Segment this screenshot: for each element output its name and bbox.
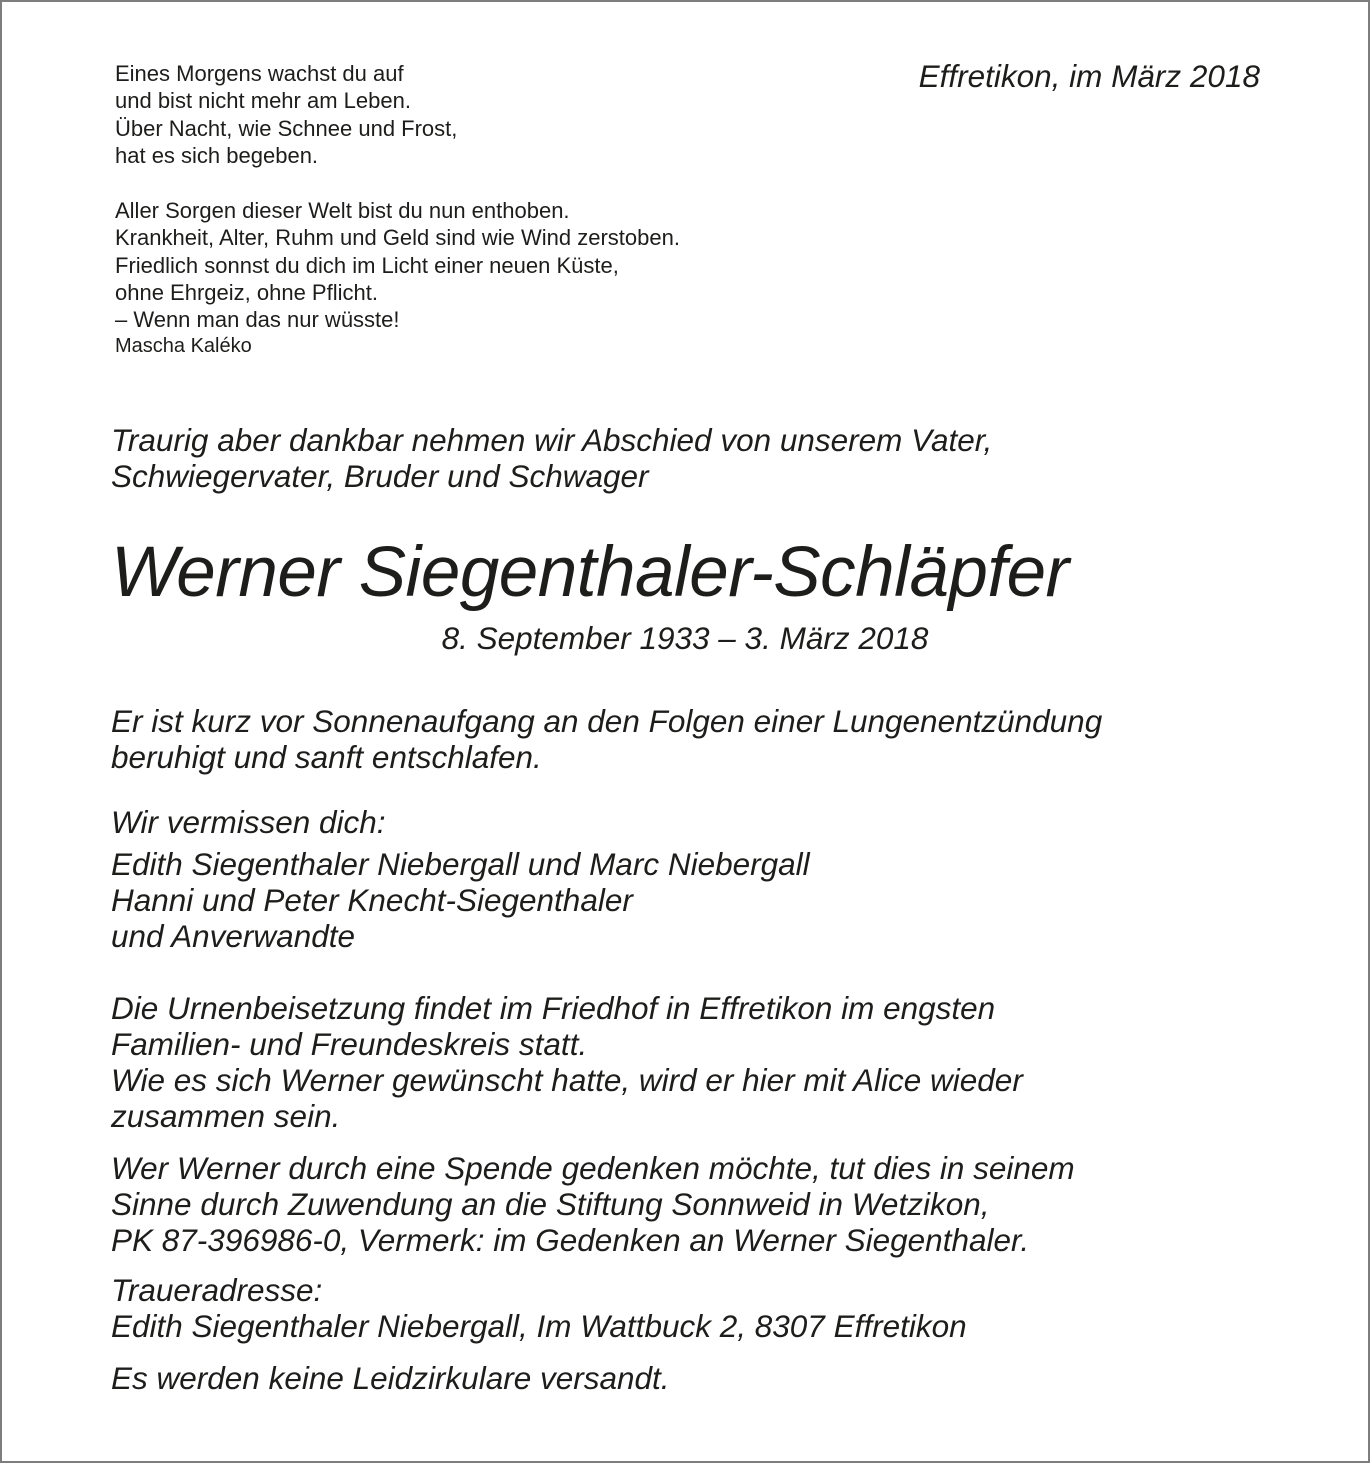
donation-line: PK 87-396986-0, Vermerk: im Gedenken an Werner Siegenthaler. <box>111 1222 1030 1258</box>
poem-line: Krankheit, Alter, Ruhm und Geld sind wie Wind zerstoben. <box>115 225 680 251</box>
poem-line: ohne Ehrgeiz, ohne Pflicht. <box>115 279 378 305</box>
mourners-list <box>111 846 810 954</box>
passing-line: Er ist kurz vor Sonnenaufgang an den Folgen einer Lungenentzündung <box>111 703 1103 739</box>
intro-line: Traurig aber dankbar nehmen wir Abschied von unserem Vater, <box>111 422 993 458</box>
poem-line: Friedlich sonnst du dich im Licht einer neuen Küste, <box>115 252 619 278</box>
poem-stanza-1 <box>115 60 457 169</box>
mourner-name: Hanni und Peter Knecht-Siegenthaler <box>111 882 633 918</box>
address-line: Edith Siegenthaler Niebergall, Im Wattbuck 2, 8307 Effretikon <box>111 1308 967 1344</box>
burial-line: Die Urnenbeisetzung findet im Friedhof in Effretikon im engsten <box>111 990 996 1026</box>
address-block <box>111 1272 967 1344</box>
burial-line: zusammen sein. <box>111 1098 341 1134</box>
poem-author: Mascha Kaléko <box>115 335 252 357</box>
donation-text <box>111 1150 1075 1258</box>
passing-text <box>111 703 1102 775</box>
donation-line: Sinne durch Zuwendung an die Stiftung Sonnweid in Wetzikon, <box>111 1186 990 1222</box>
mourners-heading: Wir vermissen dich: <box>111 804 386 840</box>
burial-line: Wie es sich Werner gewünscht hatte, wird er hier mit Alice wieder <box>111 1062 1023 1098</box>
poem-line: Aller Sorgen dieser Welt bist du nun enthoben. <box>115 198 570 223</box>
poem-line: Über Nacht, wie Schnee und Frost, <box>115 115 458 141</box>
poem-line: – Wenn man das nur wüsste! <box>115 307 400 333</box>
mourner-name: Edith Siegenthaler Niebergall und Marc Niebergall <box>111 846 810 882</box>
intro-line: Schwiegervater, Bruder und Schwager <box>111 458 649 494</box>
donation-line: Wer Werner durch eine Spende gedenken möchte, tut dies in seinem <box>111 1150 1075 1186</box>
place-date: Effretikon, im März 2018 <box>918 58 1260 94</box>
mourner-name: und Anverwandte <box>111 918 356 954</box>
burial-text <box>111 990 1023 1134</box>
burial-line: Familien- und Freundeskreis statt. <box>111 1026 588 1062</box>
life-dates: 8. September 1933 – 3. März 2018 <box>441 620 929 656</box>
closing-note: Es werden keine Leidzirkulare versandt. <box>111 1360 670 1396</box>
poem-line: und bist nicht mehr am Leben. <box>115 88 411 114</box>
poem-line: hat es sich begeben. <box>115 142 319 168</box>
deceased-name: Werner Siegenthaler-Schläpfer <box>111 533 1069 612</box>
poem-line: Eines Morgens wachst du auf <box>115 61 404 86</box>
intro-text <box>111 422 992 494</box>
passing-line: beruhigt und sanft entschlafen. <box>111 739 542 775</box>
address-heading: Traueradresse: <box>111 1272 323 1308</box>
poem-stanza-2 <box>115 197 680 333</box>
